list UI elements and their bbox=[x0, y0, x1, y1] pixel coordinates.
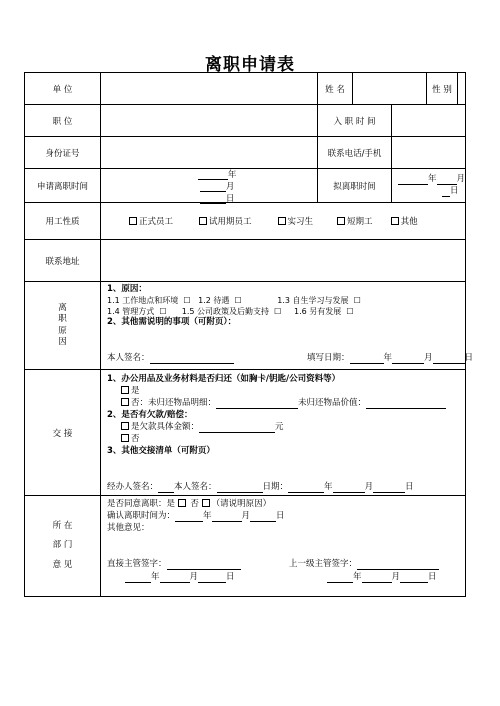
unit-label: 单 位 bbox=[52, 84, 73, 95]
handover-label-cell bbox=[24, 369, 101, 496]
option-probation[interactable]: 试用期员工 bbox=[199, 215, 252, 227]
reason-label-char: 原 bbox=[58, 325, 67, 336]
dept-label-cell bbox=[24, 495, 101, 597]
reason-heading-2: 2、其他需说明的事项（可附页）： bbox=[107, 317, 237, 327]
checkbox-icon[interactable] bbox=[129, 217, 137, 225]
planned-date-field[interactable] bbox=[391, 168, 466, 203]
direct-sign-row: 直接主管签字： bbox=[107, 559, 241, 570]
unreturned-value-field[interactable] bbox=[366, 399, 446, 409]
reason-fill-date-label: 填写日期： bbox=[307, 353, 350, 363]
handler-sign-field[interactable] bbox=[158, 483, 174, 493]
apply-month-label: 月 bbox=[225, 181, 235, 192]
checkbox-icon[interactable] bbox=[337, 217, 345, 225]
planned-date-label: 拟离职时间 bbox=[333, 181, 376, 192]
dept-label-line: 意 见 bbox=[52, 559, 73, 570]
position-field[interactable] bbox=[100, 104, 318, 137]
reason-label-char: 职 bbox=[58, 314, 67, 325]
hire-date-label-cell bbox=[317, 104, 392, 137]
dept-agree-row: 是否同意离职：是 否 （请说明原因） bbox=[107, 499, 272, 509]
direct-date-row: 年 月 日 bbox=[125, 572, 235, 583]
handover-content bbox=[100, 369, 466, 496]
hire-date-label: 入 职 时 间 bbox=[333, 116, 376, 127]
handover-no-row: 否：未归还物品明细： 未归还物品价值： bbox=[121, 398, 446, 409]
upper-sign-field[interactable] bbox=[357, 560, 439, 570]
address-label: 联系地址 bbox=[45, 256, 80, 267]
handover-sign-row: 经办人签名： 本人签名： 日期： 年 月 日 bbox=[107, 482, 414, 492]
dept-label-line: 部 门 bbox=[52, 540, 73, 551]
reason-label-char: 因 bbox=[58, 336, 67, 347]
phone-field[interactable] bbox=[391, 136, 466, 169]
phone-label: 联系电话/手机 bbox=[327, 148, 382, 159]
checkbox-icon[interactable] bbox=[278, 217, 286, 225]
gender-field[interactable] bbox=[457, 72, 466, 105]
planned-month-label: 月 bbox=[456, 174, 466, 184]
direct-sign-field[interactable] bbox=[167, 560, 241, 570]
dept-confirm-row: 确认离职时间为： 年 月 日 bbox=[107, 511, 285, 521]
form-title: 离职申请表 bbox=[205, 55, 295, 75]
reason-sign-field[interactable] bbox=[150, 354, 234, 364]
debt-yes-row: 是欠款具体金额： 元 bbox=[121, 422, 284, 433]
self-sign-field[interactable] bbox=[217, 483, 263, 493]
apply-date-field[interactable] bbox=[100, 168, 318, 203]
checkbox-icon[interactable] bbox=[121, 386, 129, 394]
checkbox-icon[interactable] bbox=[202, 499, 210, 507]
hire-date-field[interactable] bbox=[391, 104, 466, 137]
checkbox-icon[interactable] bbox=[121, 422, 129, 430]
reason-sign-row bbox=[107, 353, 234, 364]
option-regular[interactable]: 正式员工 bbox=[129, 215, 173, 227]
handover-yes[interactable]: 是 bbox=[121, 386, 140, 397]
handover-heading-2: 2、是否有欠款/赔偿： bbox=[107, 410, 193, 420]
checkbox-icon[interactable] bbox=[121, 434, 129, 442]
reason-label-char: 离 bbox=[58, 303, 67, 314]
dept-other-opinion: 其他意见： bbox=[107, 523, 150, 533]
reason-heading-1: 1、原因： bbox=[107, 284, 147, 294]
checkbox-icon[interactable] bbox=[199, 217, 207, 225]
position-label-cell bbox=[24, 104, 101, 137]
dept-label-line: 所 在 bbox=[52, 521, 73, 532]
unit-label-cell bbox=[24, 72, 101, 105]
planned-day-label: 日 bbox=[450, 186, 459, 196]
position-label: 职 位 bbox=[52, 116, 73, 127]
employment-options bbox=[100, 202, 466, 240]
reason-sign-label: 本人签名： bbox=[107, 353, 150, 363]
option-intern[interactable]: 实习生 bbox=[278, 215, 314, 227]
id-label: 身份证号 bbox=[45, 148, 80, 159]
address-label-cell bbox=[24, 239, 101, 282]
upper-sign-row: 上一级主管签字： bbox=[289, 559, 439, 570]
name-label: 姓 名 bbox=[325, 84, 345, 95]
apply-date-label: 申请离职时间 bbox=[36, 181, 88, 192]
apply-year-label: 年 bbox=[227, 169, 237, 180]
option-short-term[interactable]: 短期工 bbox=[337, 215, 373, 227]
checkbox-icon[interactable] bbox=[178, 499, 186, 507]
checkbox-icon[interactable] bbox=[121, 398, 129, 406]
reason-label-cell bbox=[24, 281, 101, 370]
reason-content bbox=[100, 281, 474, 370]
handover-heading-1: 1、办公用品及业务材料是否归还（如胸卡/钥匙/公司资料等） bbox=[107, 374, 341, 384]
gender-label-cell bbox=[426, 72, 458, 105]
unit-field[interactable] bbox=[100, 72, 318, 105]
unreturned-items-field[interactable] bbox=[216, 399, 298, 409]
address-field[interactable] bbox=[100, 239, 466, 282]
apply-day-label: 日 bbox=[225, 193, 235, 204]
debt-amount-field[interactable] bbox=[199, 423, 275, 433]
reason-line-2[interactable]: 1.4 管理方式 ☐ 1.5 公司政策及后勤支持 ☐ 1.6 另有发展 ☐ bbox=[107, 307, 354, 316]
name-label-cell bbox=[317, 72, 353, 105]
option-other[interactable]: 其他 bbox=[391, 215, 418, 227]
checkbox-icon[interactable] bbox=[391, 217, 399, 225]
upper-date-row: 年 月 日 bbox=[327, 572, 437, 583]
debt-no[interactable]: 否 bbox=[121, 434, 140, 445]
phone-label-cell bbox=[317, 136, 392, 169]
planned-date-label-cell bbox=[317, 168, 392, 203]
apply-date-label-cell bbox=[24, 168, 101, 203]
name-field[interactable] bbox=[352, 72, 427, 105]
gender-label: 性 别 bbox=[432, 84, 452, 95]
dept-content bbox=[100, 495, 466, 597]
reason-line-1[interactable]: 1.1 工作地点和环境 ☐ 1.2 待遇 ☐ 1.3 自生学习与发展 ☐ bbox=[107, 296, 361, 305]
planned-year-label: 年 bbox=[428, 174, 437, 184]
reason-date-row: 填写日期： 年 月 日 bbox=[307, 353, 474, 363]
resignation-form bbox=[24, 72, 474, 597]
id-label-cell bbox=[24, 136, 101, 169]
employment-label: 用工性质 bbox=[45, 217, 80, 227]
handover-label: 交 接 bbox=[52, 428, 73, 439]
employment-label-cell bbox=[24, 202, 101, 240]
handover-heading-3: 3、其他交接清单（可附页） bbox=[107, 446, 215, 456]
